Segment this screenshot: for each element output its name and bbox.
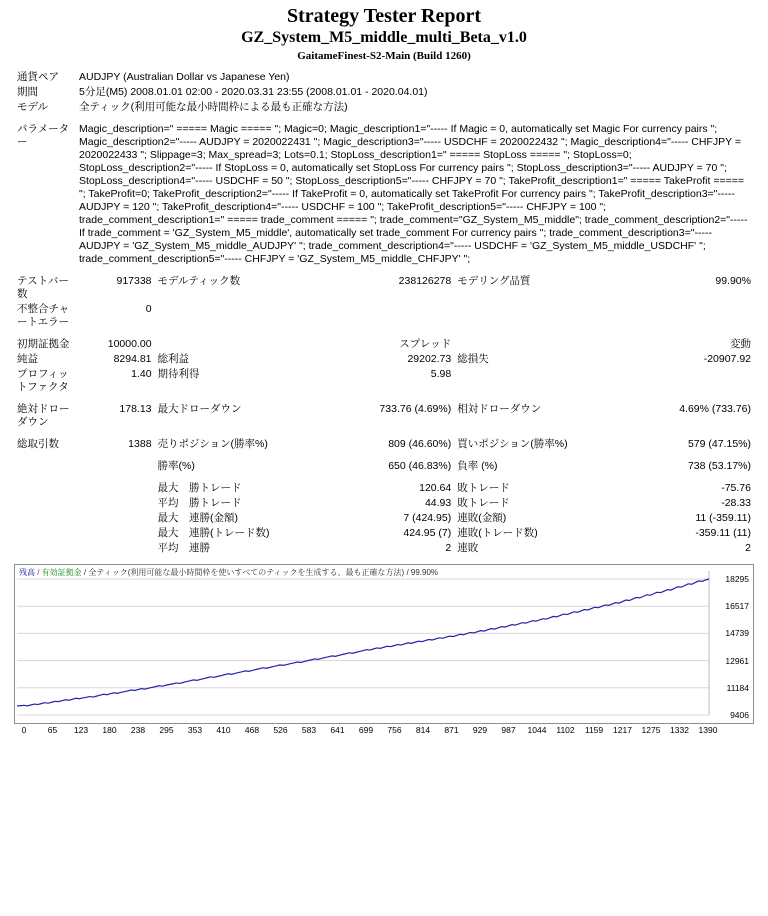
- x-tick-label: 65: [47, 725, 58, 735]
- chart-y-axis: [711, 565, 751, 723]
- x-tick-label: 526: [273, 725, 288, 735]
- total-trades-label: 総取引数: [17, 438, 59, 450]
- short-value: 809 (46.60%): [388, 438, 452, 450]
- largest-loss-label: 敗トレード: [457, 482, 510, 494]
- y-tick-label: 11184: [726, 682, 749, 693]
- max-consec-win-value: 7 (424.95): [403, 512, 452, 524]
- x-tick-label: 929: [472, 725, 488, 735]
- gross-profit-value: 29202.73: [407, 353, 452, 365]
- table-row: [14, 481, 754, 496]
- table-row: [14, 85, 754, 100]
- x-tick-label: 1275: [641, 725, 661, 735]
- page-title: Strategy Tester Report: [286, 5, 482, 27]
- table-row: [14, 402, 754, 430]
- deposit-value: 10000.00: [107, 338, 152, 350]
- gross-profit-label: 総利益: [157, 353, 190, 365]
- broker-info: GaitameFinest-S2-Main (Build 1260): [297, 50, 471, 62]
- model-value: 全ティック(利用可能な最小時間枠による最も正確な方法): [79, 101, 348, 113]
- rel-drawdown-label: 相対ドローダウン: [457, 403, 542, 415]
- mismatch-label: 不整合チャートエラー: [17, 303, 70, 328]
- x-tick-label: 641: [330, 725, 345, 735]
- table-row: [14, 511, 754, 526]
- quality-label: モデリング品質: [457, 275, 531, 287]
- report-info-table: [14, 70, 754, 556]
- table-row: [14, 302, 754, 330]
- period-label: 期間: [17, 86, 38, 98]
- gross-loss-label: 総損失: [457, 353, 489, 365]
- table-row: [14, 459, 754, 474]
- x-tick-label: 1102: [556, 725, 575, 735]
- x-tick-label: 0: [21, 725, 27, 735]
- max-drawdown-value: 733.76 (4.69%): [379, 403, 452, 415]
- max-consec-loss-label: 連敗(金額): [457, 512, 507, 524]
- avg-consec-win-value: 2: [445, 542, 452, 554]
- max-consec-loss-amt-value: -359.11 (11): [695, 527, 751, 539]
- win-label: 勝率(%): [157, 460, 195, 472]
- max-consec-loss-value: 11 (-359.11): [695, 512, 751, 524]
- max-drawdown-label: 最大ドローダウン: [157, 403, 242, 415]
- rel-drawdown-value: 4.69% (733.76): [679, 403, 751, 415]
- x-tick-label: 1332: [670, 725, 689, 735]
- bars-label: テストバー数: [17, 275, 69, 300]
- long-value: 579 (47.15%): [687, 438, 751, 450]
- avg-consec-loss-label: 連敗: [457, 542, 479, 554]
- profit-factor-value: 1.40: [131, 368, 152, 380]
- avg-win-label: 平均 勝トレード: [157, 497, 242, 509]
- pair-label: 通貨ペア: [17, 71, 59, 83]
- max-consec-win-amt-label: 最大 連勝(トレード数): [157, 527, 270, 539]
- avg-consec-loss-value: 2: [745, 542, 751, 554]
- x-tick-label: 180: [102, 725, 117, 735]
- legend-balance-label: 残高: [19, 568, 35, 577]
- gross-loss-value: -20907.92: [703, 353, 751, 365]
- abs-drawdown-value: 178.13: [119, 403, 152, 415]
- table-row: [14, 496, 754, 511]
- spread-value: 変動: [730, 338, 751, 350]
- max-consec-loss-amt-label: 連敗(トレード数): [457, 527, 538, 539]
- x-tick-label: 871: [444, 725, 459, 735]
- table-row: [14, 122, 754, 267]
- x-tick-label: 1044: [527, 725, 547, 735]
- short-label: 売りポジション(勝率%): [157, 438, 268, 450]
- x-tick-label: 1390: [698, 725, 718, 735]
- long-label: 買いポジション(勝率%): [457, 438, 568, 450]
- profit-factor-label: プロフィットファクタ: [17, 368, 69, 393]
- deposit-label: 初期証拠金: [17, 338, 70, 350]
- strategy-name: GZ_System_M5_middle_multi_Beta_v1.0: [241, 29, 527, 46]
- avg-consec-win-label: 平均 連勝: [157, 542, 211, 554]
- expected-payoff-label: 期待利得: [157, 368, 200, 380]
- max-consec-win-label: 最大 連勝(金額): [157, 512, 239, 524]
- x-tick-label: 756: [387, 725, 402, 735]
- win-value: 650 (46.83%): [388, 460, 452, 472]
- x-tick-label: 814: [415, 725, 431, 735]
- bars-value: 917338: [116, 275, 152, 287]
- x-tick-label: 583: [301, 725, 317, 735]
- table-row: [14, 70, 754, 85]
- table-row: [14, 526, 754, 541]
- legend-model-label: / 全ティック(利用可能な最小時間枠を使いすべてのティックを生成する、最も正確な方法) / 99.90%: [81, 568, 439, 577]
- x-tick-label: 468: [244, 725, 260, 735]
- total-trades-value: 1388: [128, 438, 152, 450]
- y-tick-label: 12961: [725, 655, 749, 666]
- legend-equity-label: 有効証拠金: [41, 568, 82, 577]
- table-row: [14, 437, 754, 452]
- ticks-value: 238126278: [398, 275, 452, 287]
- model-label: モデル: [17, 101, 48, 113]
- largest-win-value: 120.64: [419, 482, 452, 494]
- y-tick-label: 14739: [725, 628, 749, 639]
- x-tick-label: 1217: [613, 725, 632, 735]
- largest-loss-value: -75.76: [721, 482, 751, 494]
- net-profit-value: 8294.81: [113, 353, 152, 365]
- x-tick-label: 1159: [584, 725, 604, 735]
- x-tick-label: 699: [358, 725, 374, 735]
- expected-payoff-value: 5.98: [430, 368, 452, 380]
- equity-chart: [14, 564, 754, 724]
- y-tick-label: 9406: [730, 710, 749, 720]
- avg-loss-value: -28.33: [721, 497, 751, 509]
- report-page: [0, 4, 768, 916]
- quality-value: 99.90%: [715, 275, 751, 287]
- table-row: [14, 337, 754, 352]
- largest-win-label: 最大 勝トレード: [157, 482, 242, 494]
- loss-label: 負率 (%): [457, 460, 498, 472]
- y-tick-label: 18295: [725, 574, 749, 584]
- legend-separator: /: [35, 568, 42, 577]
- chart-x-axis: [14, 724, 754, 738]
- table-row: [14, 352, 754, 367]
- params-value: Magic_description=" ===== Magic ===== "; Magic=0; Magic_description1="----- If Magic = 0, automatically set Magic For currency pairs "; Magic_description2="----- AUDJPY = 2020022431 "; Magic_description3="----- USDCHF = 2020022432 "; Magic_description4="----- CHFJPY = 2020022433 "; Slippage=3; Max_spread=3; Lots=0.1; StopLoss_description1=" ===== StopLoss ===== "; StopLoss=0; StopLoss_description2="----- If StopLoss = 0, automatically set StopLoss For currency pairs "; StopLoss_description3="----- AUDJPY = 70 "; StopLoss_description4="----- USDCHF = 50 "; StopLoss_description5="----- CHFJPY = 70 "; TakeProfit_description1=" ===== TakeProfit ===== "; TakeProfit=0; TakeProfit_description2="----- If TakeProfit = 0, automatically set TakeProfit For currency pairs "; TakeProfit_description3="----- AUDJPY = 120 "; TakeProfit_description4="----- USDCHF = 100 "; TakeProfit_description5="----- CHFJPY = 100 "; trade_comment_description1=" ===== trade_comment ===== "; trade_comment="GZ_System_M5_middle"; trade_comment_description2="----- If trade_comment = 'GZ_System_M5_middle', automatically set trade_comment For currency pairs "; trade_comment_description3="----- AUDJPY = 'GZ_System_M5_middle_AUDJPY' "; trade_comment_description4="----- USDCHF = 'GZ_System_M5_middle_USDCHF' "; trade_comment_description5="----- CHFJPY = 'GZ_System_M5_middle_CHFJPY' ";: [79, 123, 748, 265]
- loss-value: 738 (53.17%): [687, 460, 751, 472]
- table-row: [14, 274, 754, 302]
- params-label: パラメーター: [17, 123, 70, 148]
- x-tick-label: 410: [216, 725, 231, 735]
- period-value: 5分足(M5) 2008.01.01 02:00 - 2020.03.31 23:55 (2008.01.01 - 2020.04.01): [79, 86, 428, 98]
- avg-win-value: 44.93: [424, 497, 452, 509]
- ticks-label: モデルティック数: [157, 275, 241, 287]
- x-tick-label: 238: [130, 725, 146, 735]
- spread-label: スプレッド: [399, 338, 452, 350]
- table-row: [14, 541, 754, 556]
- abs-drawdown-label: 絶対ドローダウン: [17, 403, 70, 428]
- table-row: [14, 100, 754, 115]
- chart-plot: [15, 565, 753, 723]
- x-tick-label: 987: [501, 725, 516, 735]
- y-tick-label: 16517: [725, 601, 749, 612]
- x-tick-label: 123: [73, 725, 89, 735]
- net-profit-label: 純益: [17, 353, 38, 365]
- avg-loss-label: 敗トレード: [457, 497, 510, 509]
- mismatch-value: 0: [145, 303, 152, 315]
- x-tick-label: 295: [159, 725, 174, 735]
- max-consec-win-amt-value: 424.95 (7): [403, 527, 452, 539]
- x-tick-label: 353: [187, 725, 203, 735]
- pair-value: AUDJPY (Australian Dollar vs Japanese Yen): [79, 71, 290, 83]
- table-row: [14, 367, 754, 395]
